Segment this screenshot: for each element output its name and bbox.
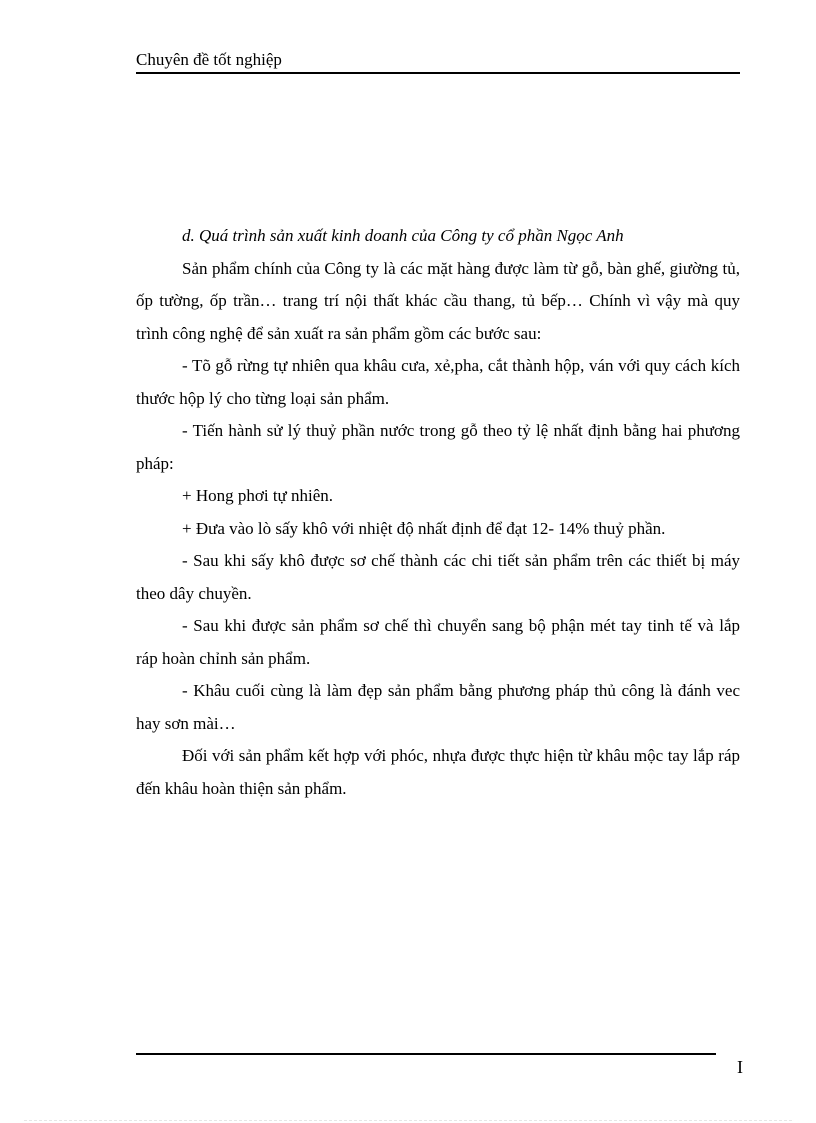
- paragraph-intro: Sản phẩm chính của Công ty là các mặt hàng được làm từ gỗ, bàn ghế, giường tủ, ốp tường, ốp trần… trang trí nội thất khác cầu thang, tủ bếp… Chính vì vậy mà quy trình công nghệ để sản xuất ra sản phẩm gồm các bước sau:: [136, 258, 740, 343]
- footer-rule: [136, 1053, 716, 1055]
- page-number: I: [737, 1057, 743, 1077]
- paragraph-step-2: - Tiến hành sử lý thuỷ phần nước trong gỗ theo tỷ lệ nhất định bằng hai phương pháp:: [136, 421, 740, 473]
- section-heading: d. Quá trình sản xuất kinh doanh của Công ty cổ phần Ngọc Anh: [182, 226, 624, 245]
- header-title: Chuyên đề tốt nghiệp: [136, 50, 282, 69]
- paragraph-step-3: - Sau khi sấy khô được sơ chế thành các chi tiết sản phẩm trên các thiết bị máy theo dây chuyền.: [136, 551, 740, 603]
- paragraph-step-1: - Tõ gỗ rừng tự nhiên qua khâu cưa, xẻ,pha, cắt thành hộp, ván với quy cách kích thước hộp lý cho từng loại sản phẩm.: [136, 356, 740, 408]
- paragraph-method-1: + Hong phơi tự nhiên.: [182, 486, 334, 505]
- document-body: [136, 220, 740, 805]
- page-header: [136, 48, 740, 74]
- page-edge: [24, 1120, 792, 1121]
- paragraph-step-5: - Khâu cuối cùng là làm đẹp sản phẩm bằng phương pháp thủ công là đánh vec hay sơn mài…: [136, 681, 740, 733]
- paragraph-closing: Đối với sản phẩm kết hợp với phóc, nhựa được thực hiện từ khâu mộc tay lắp ráp đến khâu hoàn thiện sản phẩm.: [136, 746, 740, 798]
- paragraph-method-2: + Đưa vào lò sấy khô với nhiệt độ nhất định để đạt 12- 14% thuỷ phần.: [182, 518, 666, 538]
- paragraph-step-4: - Sau khi được sản phẩm sơ chế thì chuyển sang bộ phận mét tay tinh tế và lắp ráp hoàn chỉnh sản phẩm.: [136, 616, 740, 668]
